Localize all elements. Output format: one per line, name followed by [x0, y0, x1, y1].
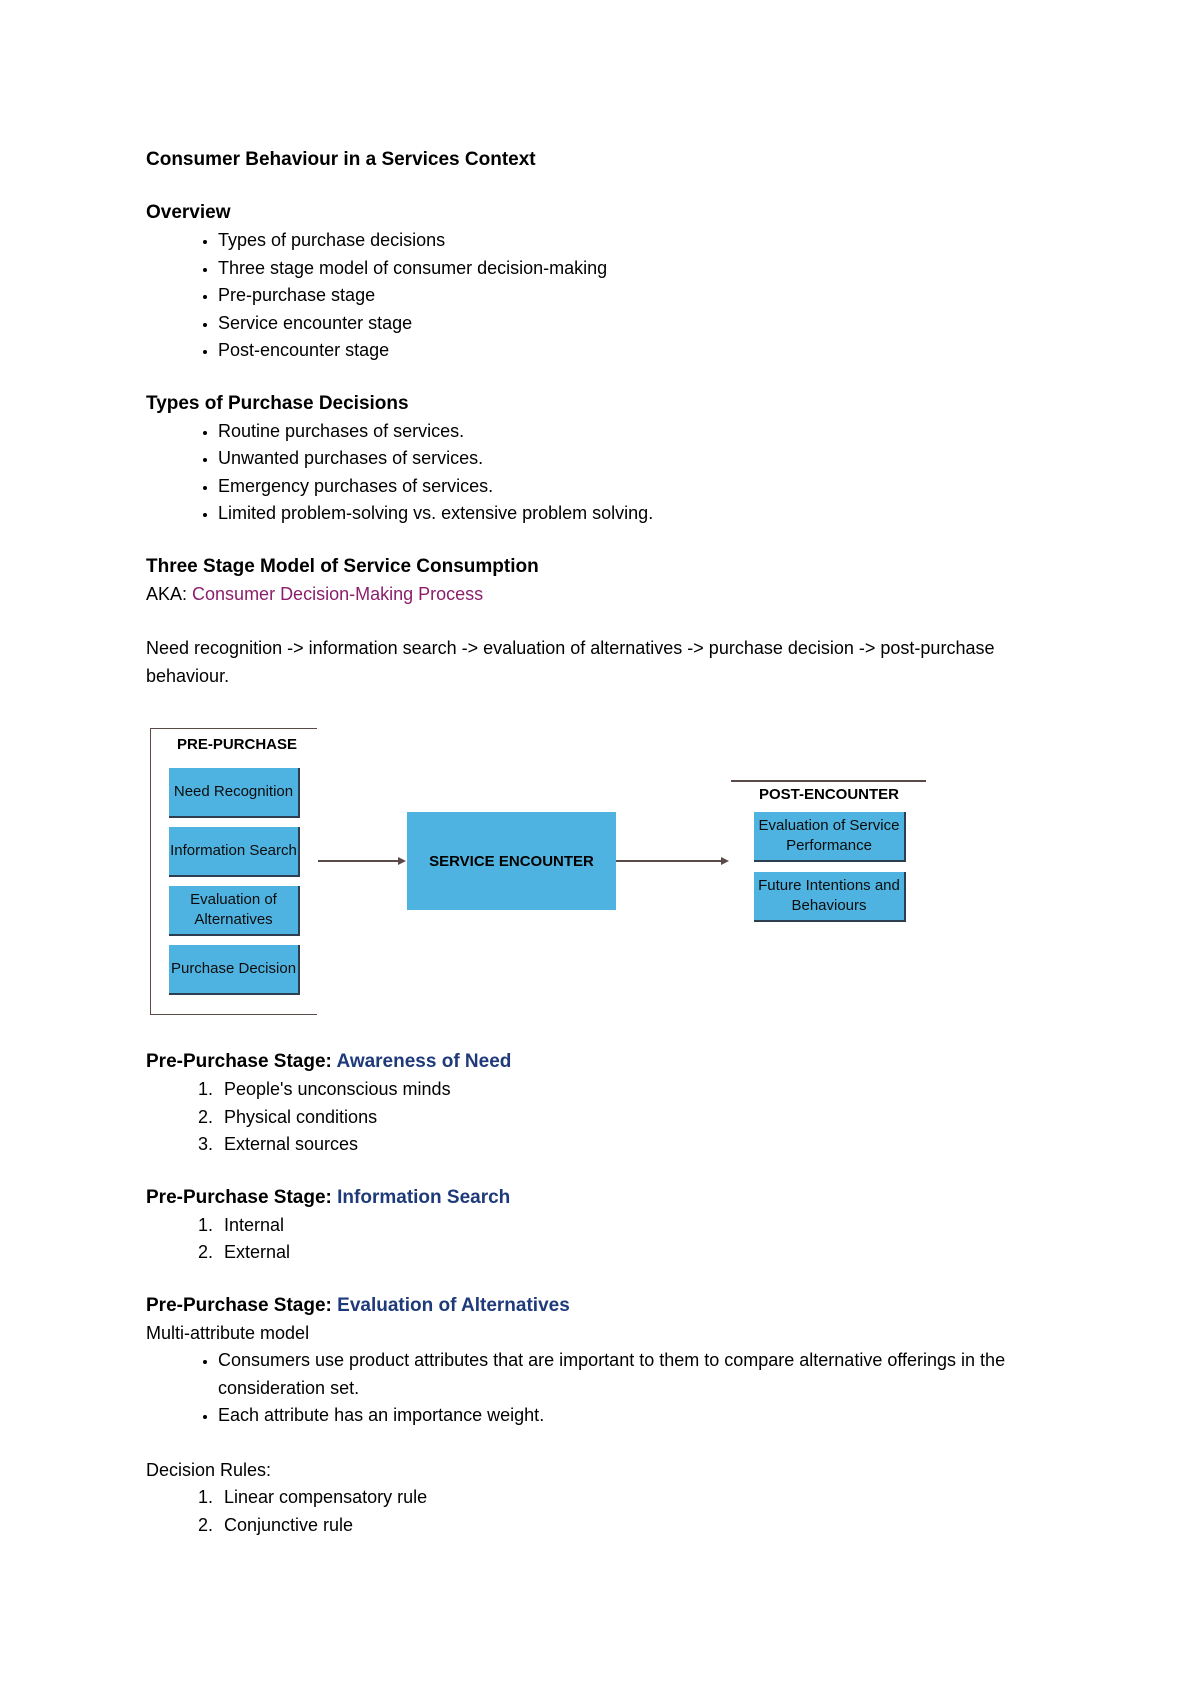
types-heading: Types of Purchase Decisions [146, 392, 409, 414]
list-item: 2. Physical conditions [218, 1104, 1076, 1132]
overview-list [146, 227, 1076, 365]
heading-topic: Information Search [337, 1186, 511, 1208]
list-item: • Each attribute has an importance weight. [218, 1402, 1076, 1430]
arrow-line-right [616, 860, 721, 862]
list-item: 2. External [218, 1239, 1076, 1267]
pre-purchase-label: PRE-PURCHASE [177, 736, 298, 753]
list-item: • Consumers use product attributes that are important to them to compare alternative offerings in the consideration set. [218, 1347, 1076, 1402]
aka-line [146, 581, 1076, 609]
evaluation-section [146, 1292, 1076, 1540]
list-item: 3. External sources [218, 1131, 1076, 1159]
heading-prefix: Pre-Purchase Stage: [146, 1186, 338, 1208]
evaluation-heading [146, 1292, 1076, 1320]
service-encounter-box: SERVICE ENCOUNTER [407, 812, 616, 910]
awareness-heading [146, 1048, 1076, 1076]
info-search-list [146, 1212, 1076, 1267]
types-list [146, 418, 1076, 528]
awareness-section [146, 1048, 1076, 1159]
info-search-section [146, 1184, 1076, 1267]
rules-list [146, 1484, 1076, 1539]
list-item: • Post-encounter stage [218, 337, 1076, 365]
document-title: Consumer Behaviour in a Services Context [146, 149, 536, 170]
list-item: • Limited problem-solving vs. extensive problem solving. [218, 500, 1076, 528]
awareness-list [146, 1076, 1076, 1159]
evaluation-alternatives-box: Evaluation of Alternatives [169, 886, 300, 936]
list-item: • Service encounter stage [218, 310, 1076, 338]
service-performance-box: Evaluation of Service Performance [754, 812, 906, 862]
heading-prefix: Pre-Purchase Stage: [146, 1294, 338, 1316]
list-item: • Unwanted purchases of services. [218, 445, 1076, 473]
list-item: • Types of purchase decisions [218, 227, 1076, 255]
list-item: • Three stage model of consumer decision-making [218, 255, 1076, 283]
overview-section [146, 199, 1076, 365]
overview-heading: Overview [146, 202, 231, 223]
future-intentions-box: Future Intentions and Behaviours [754, 872, 906, 922]
heading-prefix: Pre-Purchase Stage: [146, 1051, 337, 1072]
evaluation-list [146, 1347, 1076, 1430]
purchase-decision-box: Purchase Decision [169, 945, 300, 995]
heading-topic: Awareness of Need [336, 1051, 512, 1072]
consumption-diagram [146, 726, 946, 1026]
information-search-box: Information Search [169, 827, 300, 877]
aka-label: AKA: [146, 583, 193, 604]
model-text: Multi-attribute model [146, 1322, 310, 1343]
post-encounter-rule [731, 780, 926, 782]
list-item: 2. Conjunctive rule [218, 1512, 1076, 1540]
arrow-head-left [398, 857, 406, 865]
list-item: • Emergency purchases of services. [218, 473, 1076, 501]
rules-label: Decision Rules: [146, 1459, 272, 1480]
list-item: 1. Linear compensatory rule [218, 1484, 1076, 1512]
types-section [146, 390, 1076, 528]
heading-topic: Evaluation of Alternatives [337, 1294, 570, 1316]
list-item: 1. People's unconscious minds [218, 1076, 1076, 1104]
aka-value: Consumer Decision-Making Process [192, 583, 484, 604]
info-search-heading [146, 1184, 1076, 1212]
need-recognition-box: Need Recognition [169, 768, 300, 818]
arrow-head-right [721, 857, 729, 865]
three-stage-heading: Three Stage Model of Service Consumption [146, 555, 539, 577]
list-item: 1. Internal [218, 1212, 1076, 1240]
post-encounter-label: POST-ENCOUNTER [759, 786, 900, 803]
list-item: • Routine purchases of services. [218, 418, 1076, 446]
three-stage-section [146, 553, 1076, 691]
list-item: • Pre-purchase stage [218, 282, 1076, 310]
arrow-line-left [318, 860, 398, 862]
process-text: Need recognition -> information search -> evaluation of alternatives -> purchase decision -> post-purchase behaviour. [146, 638, 995, 686]
